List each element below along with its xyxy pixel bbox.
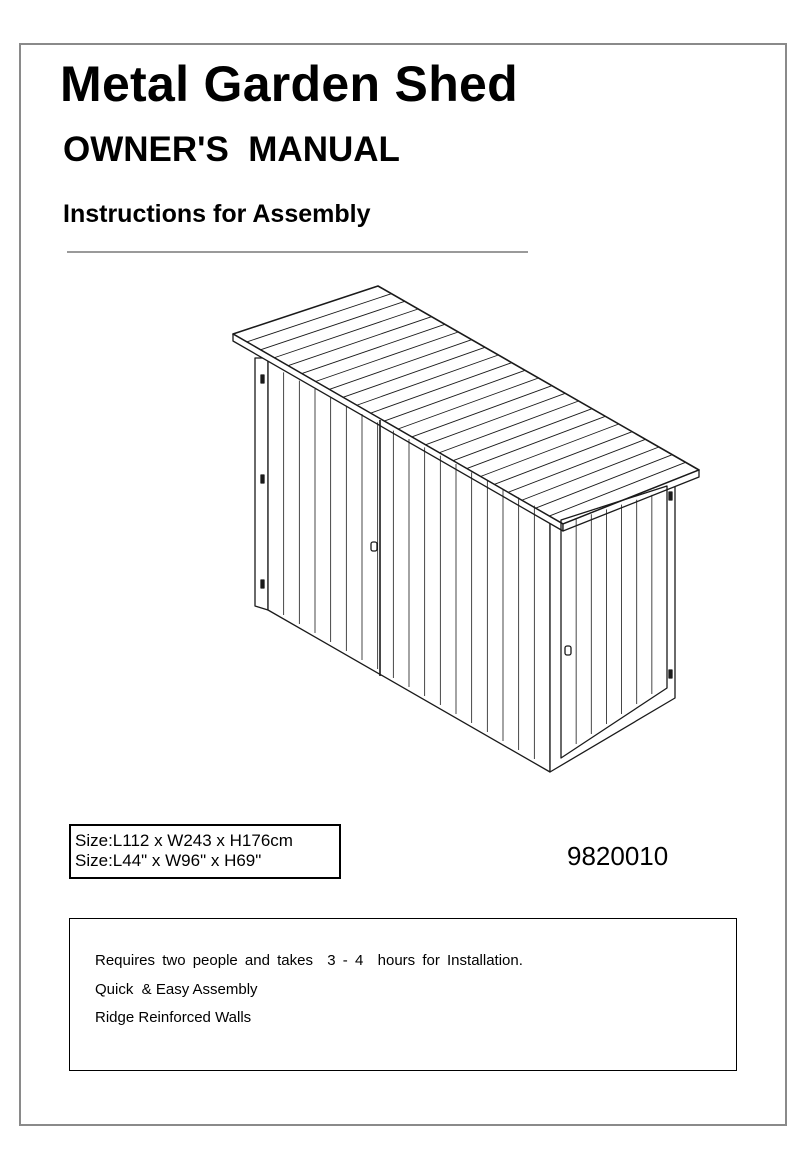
size-box bbox=[69, 824, 341, 879]
shed-left-wall bbox=[255, 358, 268, 610]
front-door-handle bbox=[371, 542, 377, 551]
feature-item: Quick & Easy Assembly bbox=[95, 981, 258, 998]
manual-title: Metal Garden Shed bbox=[60, 56, 518, 112]
side-door-handle bbox=[565, 646, 571, 655]
hinge bbox=[669, 670, 672, 678]
feature-item: Requires two people and takes 3 - 4 hours for Installation. bbox=[95, 952, 523, 969]
shed-illustration bbox=[225, 280, 705, 780]
manual-subtitle: OWNER'S MANUAL bbox=[63, 130, 400, 169]
size-metric: Size:L112 x W243 x H176cm bbox=[75, 831, 293, 850]
hinge bbox=[261, 580, 264, 588]
hinge bbox=[669, 492, 672, 500]
size-imperial: Size:L44" x W96" x H69" bbox=[75, 851, 262, 870]
feature-item: Ridge Reinforced Walls bbox=[95, 1009, 252, 1026]
hinge bbox=[261, 375, 264, 383]
heading-divider bbox=[67, 251, 528, 253]
model-number: 9820010 bbox=[567, 841, 669, 871]
features-box bbox=[69, 918, 737, 1071]
section-heading: Instructions for Assembly bbox=[63, 200, 371, 228]
hinge bbox=[261, 475, 264, 483]
